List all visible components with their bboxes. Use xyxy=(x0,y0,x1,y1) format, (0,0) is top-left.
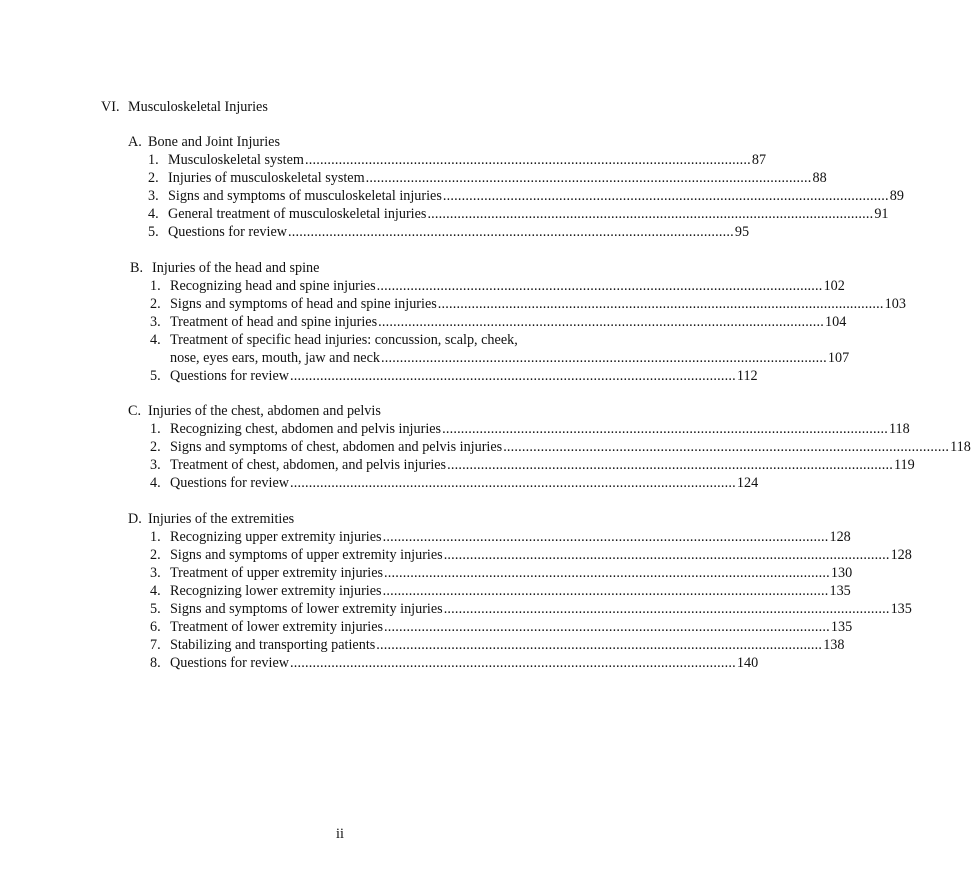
entry-page: 112 xyxy=(736,368,758,384)
dot-leader: ....................................................................................................................... xyxy=(503,439,950,455)
toc-entry[interactable] xyxy=(128,528,851,546)
section-c xyxy=(128,402,971,492)
dot-leader: ....................................................................................................................... xyxy=(290,368,736,384)
entry-page: 118 xyxy=(888,421,910,437)
toc-entry[interactable] xyxy=(128,654,759,672)
toc-entry[interactable] xyxy=(128,636,845,654)
entry-label-continued: nose, eyes ears, mouth, jaw and neck xyxy=(170,350,380,366)
entry-label: Treatment of lower extremity injuries xyxy=(170,619,384,635)
dot-leader: ....................................................................................................................... xyxy=(447,457,893,473)
dot-leader: ....................................................................................................................... xyxy=(376,637,823,653)
dot-leader: ....................................................................................................................... xyxy=(384,619,830,635)
section-d xyxy=(128,510,912,672)
dot-leader: ....................................................................................................................... xyxy=(376,278,823,294)
section-title xyxy=(130,259,580,277)
toc-entry[interactable] xyxy=(130,367,758,385)
entry-number: 5. xyxy=(150,601,161,617)
entry-number: 2. xyxy=(150,547,161,563)
entry-label: Signs and symptoms of musculoskeletal injuries xyxy=(168,188,442,204)
entry-page: 128 xyxy=(829,529,851,545)
entry-label: Recognizing lower extremity injuries xyxy=(170,583,382,599)
entry-number: 6. xyxy=(150,619,161,635)
entry-number: 8. xyxy=(150,655,161,671)
toc-entry[interactable] xyxy=(128,582,851,600)
toc-entry[interactable] xyxy=(128,474,759,492)
dot-leader: ....................................................................................................................... xyxy=(382,529,829,545)
entry-number: 7. xyxy=(150,637,161,653)
dot-leader: ....................................................................................................................... xyxy=(442,421,888,437)
entry-page: 104 xyxy=(825,314,847,330)
entry-number: 1. xyxy=(150,278,161,294)
toc-entry[interactable] xyxy=(128,151,767,169)
entry-number: 2. xyxy=(150,439,161,455)
entry-number: 2. xyxy=(148,170,159,186)
section-title xyxy=(128,510,580,528)
entry-page: 103 xyxy=(884,296,906,312)
toc-entry[interactable] xyxy=(128,600,912,618)
entry-page: 135 xyxy=(829,583,851,599)
entry-label: Signs and symptoms of head and spine injuries xyxy=(170,296,437,312)
toc-entry[interactable] xyxy=(128,618,853,636)
toc-entry[interactable] xyxy=(128,564,853,582)
toc-entry[interactable] xyxy=(130,295,906,313)
entry-page: 128 xyxy=(890,547,912,563)
entry-page: 130 xyxy=(830,565,853,581)
section-title xyxy=(128,133,580,151)
dot-leader: ....................................................................................................................... xyxy=(427,206,874,222)
entry-page: 89 xyxy=(889,188,904,204)
entry-number: 1. xyxy=(148,152,159,168)
section-letter: D. xyxy=(128,511,142,527)
dot-leader: ....................................................................................................................... xyxy=(443,601,890,617)
section-title-text: Bone and Joint Injuries xyxy=(148,134,281,150)
chapter-heading xyxy=(101,98,268,116)
entry-label: Recognizing upper extremity injuries xyxy=(170,529,382,545)
entry-label: Signs and symptoms of lower extremity injuries xyxy=(170,601,443,617)
section-letter: C. xyxy=(128,403,142,419)
entry-number: 4. xyxy=(150,475,161,491)
dot-leader: ....................................................................................................................... xyxy=(437,296,884,312)
dot-leader: ....................................................................................................................... xyxy=(288,224,734,240)
toc-entry[interactable] xyxy=(128,438,971,456)
entry-page: 138 xyxy=(823,637,845,653)
section-title-text: Injuries of the chest, abdomen and pelvis xyxy=(148,403,381,419)
toc-entry[interactable] xyxy=(130,277,845,295)
entry-number: 4. xyxy=(150,332,161,348)
toc-entry[interactable] xyxy=(128,223,750,241)
entry-page: 95 xyxy=(734,224,750,240)
entry-number: 1. xyxy=(150,421,161,437)
entry-page: 135 xyxy=(890,601,912,617)
section-title-text: Injuries of the head and spine xyxy=(152,260,320,276)
entry-label: Signs and symptoms of upper extremity injuries xyxy=(170,547,443,563)
entry-page: 102 xyxy=(823,278,845,294)
section-letter: B. xyxy=(130,260,144,276)
entry-label: General treatment of musculoskeletal injuries xyxy=(168,206,427,222)
toc-entry[interactable] xyxy=(128,456,915,474)
dot-leader: ....................................................................................................................... xyxy=(290,475,736,491)
entry-label: Signs and symptoms of chest, abdomen and pelvis injuries xyxy=(170,439,503,455)
section-a xyxy=(128,133,904,241)
entry-label: Treatment of specific head injuries: concussion, scalp, cheek, xyxy=(170,332,518,348)
dot-leader: ....................................................................................................................... xyxy=(382,583,829,599)
section-b xyxy=(130,259,906,385)
dot-leader: ....................................................................................................................... xyxy=(384,565,830,581)
page-number: ii xyxy=(336,826,344,842)
entry-number: 3. xyxy=(150,565,161,581)
entry-label: Treatment of upper extremity injuries xyxy=(170,565,384,581)
entry-label: Recognizing head and spine injuries xyxy=(170,278,376,294)
dot-leader: ....................................................................................................................... xyxy=(290,655,736,671)
entry-label: Injuries of musculoskeletal system xyxy=(168,170,365,186)
entry-page: 91 xyxy=(874,206,889,222)
entry-number: 3. xyxy=(150,457,161,473)
entry-number: 1. xyxy=(150,529,161,545)
dot-leader: ....................................................................................................................... xyxy=(378,314,825,330)
entry-label: Questions for review xyxy=(168,224,287,240)
toc-entry[interactable] xyxy=(128,420,910,438)
toc-entry[interactable] xyxy=(128,169,827,187)
entry-page: 119 xyxy=(893,457,915,473)
toc-entry[interactable] xyxy=(130,313,847,331)
entry-number: 5. xyxy=(150,368,161,384)
entry-page: 118 xyxy=(950,439,971,455)
dot-leader: ....................................................................................................................... xyxy=(365,170,812,186)
dot-leader: ....................................................................................................................... xyxy=(442,188,889,204)
toc-entry[interactable] xyxy=(128,187,904,205)
entry-label: Treatment of head and spine injuries xyxy=(170,314,378,330)
entry-number: 4. xyxy=(148,206,159,222)
toc-entry[interactable] xyxy=(130,331,850,367)
entry-number: 2. xyxy=(150,296,161,312)
entry-label: Questions for review xyxy=(170,655,289,671)
entry-number: 3. xyxy=(148,188,159,204)
dot-leader: ....................................................................................................................... xyxy=(304,152,751,168)
entry-page: 140 xyxy=(736,655,759,671)
entry-label: Recognizing chest, abdomen and pelvis injuries xyxy=(170,421,442,437)
entry-page: 107 xyxy=(827,350,850,366)
chapter-number: VI. xyxy=(101,99,120,115)
section-letter: A. xyxy=(128,134,142,150)
entry-label: Questions for review xyxy=(170,368,289,384)
chapter-title: Musculoskeletal Injuries xyxy=(128,99,268,115)
toc-entry[interactable] xyxy=(128,546,912,564)
entry-number: 5. xyxy=(148,224,159,240)
entry-label: Treatment of chest, abdomen, and pelvis injuries xyxy=(170,457,447,473)
entry-number: 3. xyxy=(150,314,161,330)
entry-label: Stabilizing and transporting patients xyxy=(170,637,376,653)
dot-leader: ....................................................................................................................... xyxy=(381,350,827,366)
entry-page: 124 xyxy=(736,475,759,491)
toc-entry[interactable] xyxy=(128,205,889,223)
entry-page: 87 xyxy=(751,152,767,168)
entry-number: 4. xyxy=(150,583,161,599)
entry-page: 88 xyxy=(812,170,827,186)
entry-label: Questions for review xyxy=(170,475,289,491)
entry-label: Musculoskeletal system xyxy=(168,152,304,168)
section-title xyxy=(128,402,580,420)
entry-page: 135 xyxy=(830,619,853,635)
section-title-text: Injuries of the extremities xyxy=(148,511,295,527)
dot-leader: ....................................................................................................................... xyxy=(443,547,890,563)
